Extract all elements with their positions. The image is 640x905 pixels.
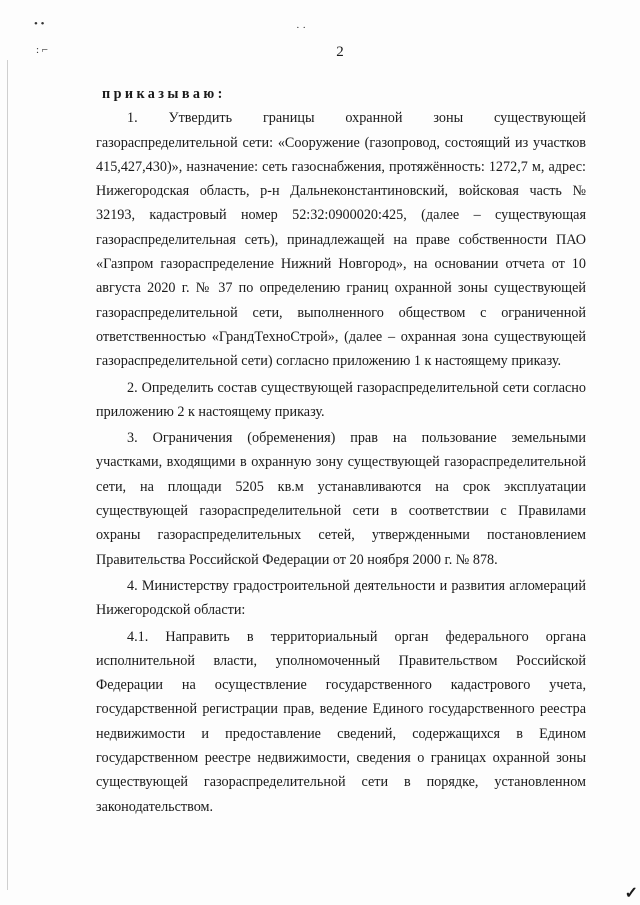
scan-artifact-dots-top: • • bbox=[34, 18, 45, 30]
paragraph-4 bbox=[96, 574, 586, 623]
corner-scan-mark: ✓ bbox=[624, 885, 638, 902]
document-body bbox=[96, 82, 586, 821]
scan-edge-line bbox=[7, 60, 8, 890]
paragraph-4-1-text: 4.1. Направить в территориальный орган федерального органа исполнительной власти, уполномоченный Правительством Российской Федерации на осуществление государственного кадастрового учета, государственной регистрации прав, ведение Единого государственного реестра недвижимости и предоставление сведений, содержащихся в Едином государственном реестре недвижимости, сведения о границах охранной зоны существующей газораспределительной сети в порядке, установленном законодательством. bbox=[96, 628, 586, 815]
scan-artifact-dots-left: : ⌐ bbox=[36, 44, 49, 56]
paragraph-3 bbox=[96, 426, 586, 572]
scan-artifact-dots-center: · · bbox=[296, 22, 307, 34]
paragraph-2-text: 2. Определить состав существующей газораспределительной сети согласно приложению 2 к настоящему приказу. bbox=[96, 379, 586, 420]
order-heading: приказываю: bbox=[102, 86, 226, 102]
paragraph-4-text: 4. Министерству градостроительной деятельности и развития агломераций Нижегородской области: bbox=[96, 577, 586, 619]
paragraph-4-1 bbox=[96, 625, 586, 819]
paragraph-1-text: 1. Утвердить границы охранной зоны существующей газораспределительной сети: «Сооружение (газопровод, состоящий из участков 415,427,430)», назначение: сеть газоснабжения, протяжённость: 1272,7 м, адрес: Нижегородская область, р-н Дальнеконстантиновский, войсковая часть № 32193, кадастровый номер 52:32:0900020:425, (далее – существующая газораспределительная сеть), принадлежащей на праве собственности ПАО «Газпром газораспределение Нижний Новгород», на основании отчета от 10 августа 2020 г. № 37 по определению границ охранной зоны существующей газораспределительной сети, выполненного обществом с ограниченной ответственностью «ГрандТехноСтрой», (далее – охранная зона существующей газораспределительной сети) согласно приложению 1 к настоящему приказу. bbox=[96, 110, 586, 370]
page-number: 2 bbox=[336, 44, 344, 60]
paragraph-3-text: 3. Ограничения (обременения) прав на пользование земельными участками, входящими в охранную зону существующей газораспределительной сети, на площади 5205 кв.м устанавливаются на срок эксплуатации существующей газораспределительной сети в соответствии с Правилами охраны газораспределительных сетей, утвержденными постановлением Правительства Российской Федерации от 20 ноября 2000 г. № 878. bbox=[96, 430, 586, 568]
paragraph-1 bbox=[96, 106, 586, 373]
paragraph-2 bbox=[96, 376, 586, 425]
